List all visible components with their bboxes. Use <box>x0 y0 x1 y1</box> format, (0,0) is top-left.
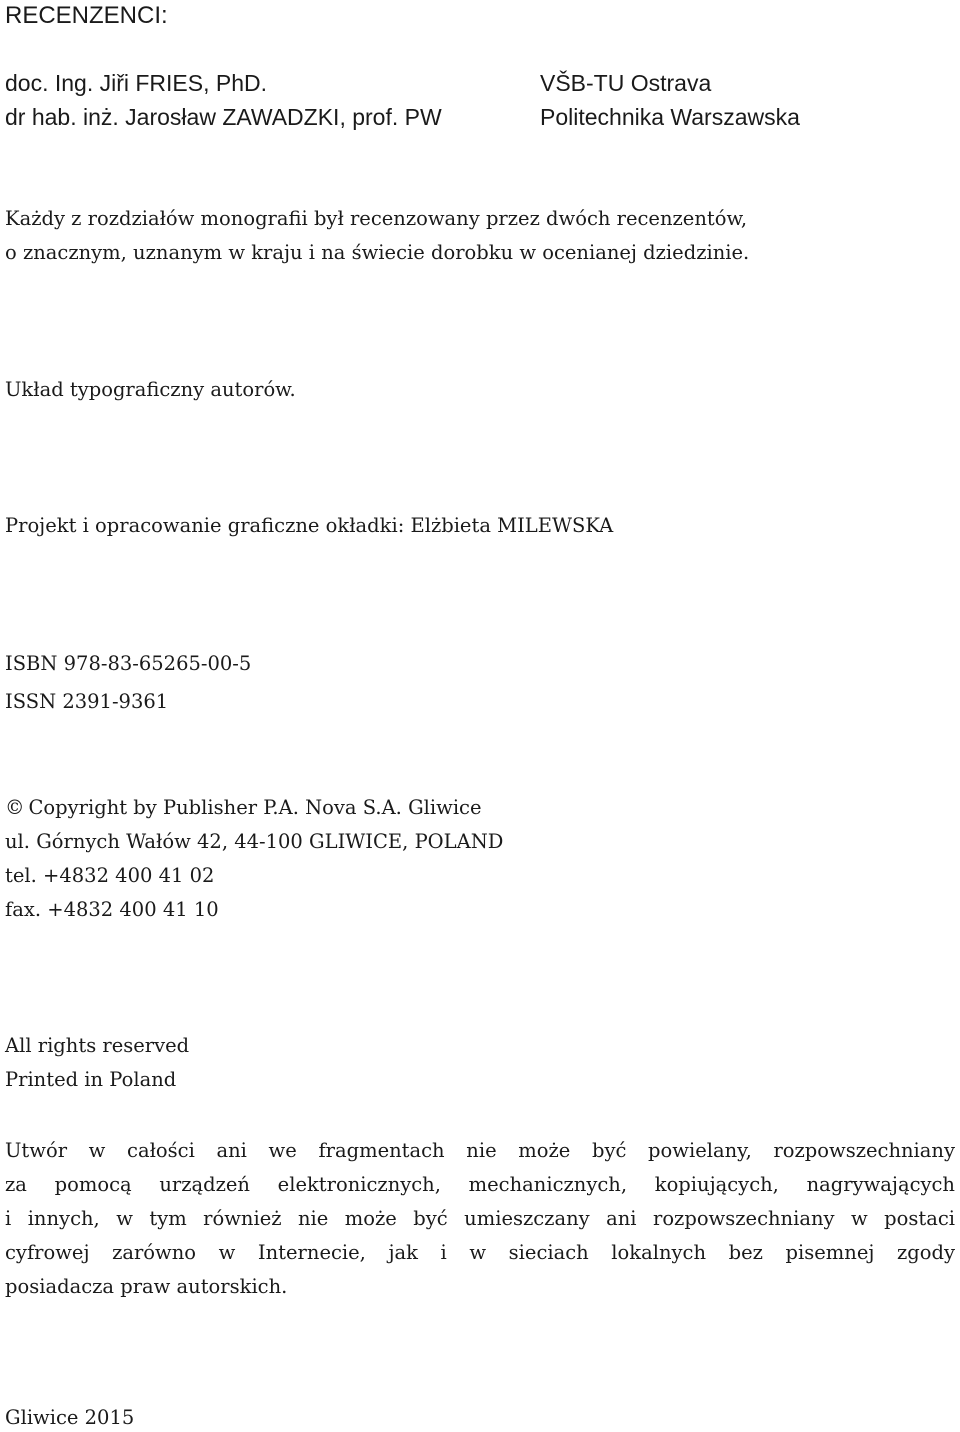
rights-statement-line: za pomocą urządzeń elektronicznych, mechanicznych, kopiujących, nagrywających <box>5 1173 955 1196</box>
rights-statement-line: Utwór w całości ani we fragmentach nie może być powielany, rozpowszechniany <box>5 1139 955 1162</box>
rights-statement-line: cyfrowej zarówno w Internecie, jak i w sieciach lokalnych bez pisemnej zgody <box>5 1241 955 1264</box>
copyright-line <box>5 796 482 819</box>
review-note-line-1: Każdy z rozdziałów monografii był recenzowany przez dwóch recenzentów, <box>5 207 748 230</box>
issn: ISSN 2391-9361 <box>5 690 169 713</box>
publisher-fax: fax. +4832 400 41 10 <box>5 898 219 921</box>
reviewer-2-affiliation: Politechnika Warszawska <box>540 104 800 130</box>
copyright-text: Copyright by Publisher P.A. Nova S.A. Gliwice <box>28 796 482 819</box>
publisher-tel: tel. +4832 400 41 02 <box>5 864 215 887</box>
rights-statement-line: i innych, w tym również nie może być umieszczany ani rozpowszechniany w postaci <box>5 1207 955 1230</box>
isbn: ISBN 978-83-65265-00-5 <box>5 652 252 675</box>
rights-statement <box>5 1134 955 1304</box>
review-note-line-2: o znacznym, uznanym w kraju i na świecie dorobku w ocenianej dziedzinie. <box>5 241 750 264</box>
rights-reserved: All rights reserved <box>5 1034 190 1057</box>
place-and-year: Gliwice 2015 <box>5 1406 135 1429</box>
printed-in: Printed in Poland <box>5 1068 177 1091</box>
publisher-address: ul. Górnych Wałów 42, 44-100 GLIWICE, POLAND <box>5 830 504 853</box>
reviewers-heading: RECENZENCI: <box>5 2 168 29</box>
reviewer-1-name: doc. Ing. Jiři FRIES, PhD. <box>5 70 268 96</box>
rights-statement-line: posiadacza praw autorskich. <box>5 1275 288 1298</box>
reviewer-2-name: dr hab. inż. Jarosław ZAWADZKI, prof. PW <box>5 104 442 130</box>
cover-design-credit: Projekt i opracowanie graficzne okładki: Elżbieta MILEWSKA <box>5 514 614 537</box>
copyright-icon: © <box>5 796 25 819</box>
reviewer-1-affiliation: VŠB-TU Ostrava <box>540 70 712 96</box>
typography-note: Układ typograficzny autorów. <box>5 378 296 401</box>
